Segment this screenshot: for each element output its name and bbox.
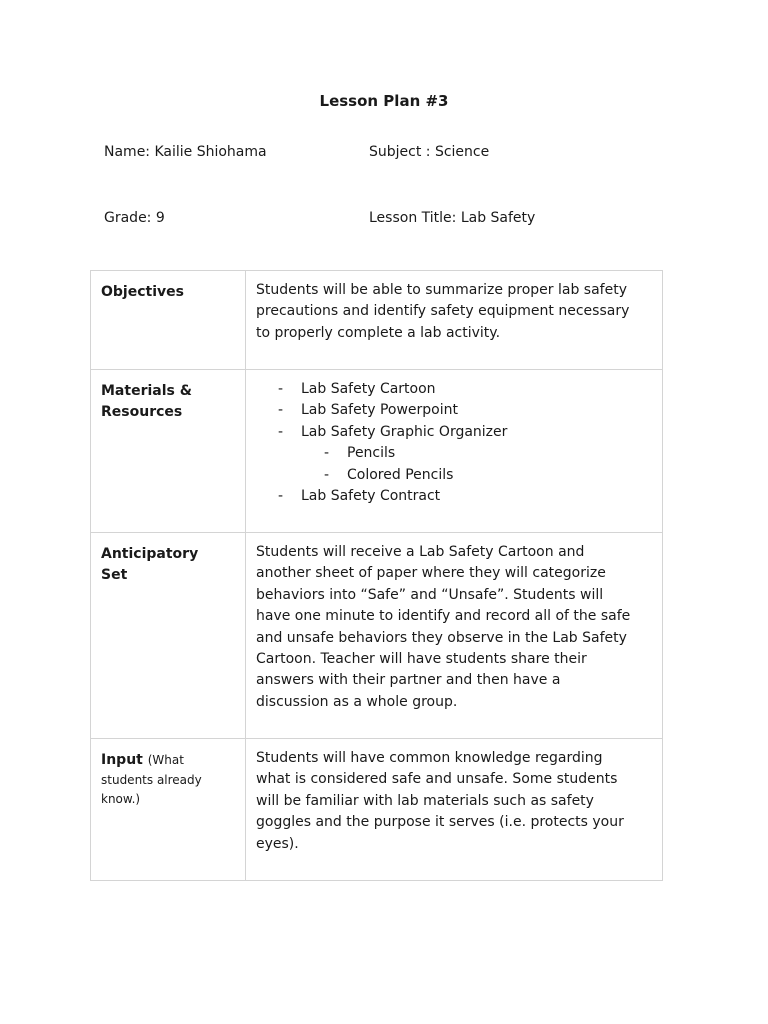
input-label: [91, 739, 246, 881]
page-title: Lesson Plan #3: [319, 92, 449, 110]
objectives-text: [246, 271, 663, 370]
item-text: Lab Safety Contract: [301, 488, 441, 505]
text-line: and unsafe behaviors they observe in the Lab Safety: [256, 629, 627, 646]
item-text: Lab Safety Graphic Organizer: [301, 423, 508, 440]
label-text: Input: [101, 752, 143, 768]
item-text: Lab Safety Cartoon: [301, 381, 436, 397]
list-item: [256, 422, 652, 443]
text-line: have one minute to identify and record all of the safe: [256, 608, 631, 625]
dash-bullet: -: [278, 423, 284, 440]
text-line: goggles and the purpose it serves (i.e. protects your: [256, 814, 624, 831]
dash-bullet: -: [324, 466, 330, 483]
text-line: will be familiar with lab materials such as safety: [256, 792, 594, 809]
list-item: [256, 379, 652, 400]
dash-bullet: -: [278, 402, 284, 419]
objectives-label: Objectives: [91, 271, 246, 370]
label-line: Resources: [101, 404, 183, 421]
text-line: what is considered safe and unsafe. Some students: [256, 771, 618, 788]
row-objectives: [91, 271, 663, 370]
label-note: (What: [147, 753, 184, 767]
text-line: Students will be able to summarize proper lab safety: [256, 282, 627, 298]
text-line: discussion as a whole group.: [256, 693, 458, 710]
item-text: Lab Safety Powerpoint: [301, 402, 458, 419]
text-line: another sheet of paper where they will categorize: [256, 565, 606, 582]
label-note: know.): [101, 792, 141, 807]
item-text: Colored Pencils: [347, 466, 454, 483]
list-subitem: [256, 465, 652, 486]
text-line: behaviors into “Safe” and “Unsafe”. Students will: [256, 586, 604, 603]
teacher-name: Name: Kailie Shiohama: [104, 144, 267, 160]
subject: Subject : Science: [369, 144, 490, 160]
label-note: students already: [101, 773, 202, 788]
lesson-title: Lesson Title: Lab Safety: [369, 210, 536, 226]
list-subitem: [256, 443, 652, 464]
list-item: [256, 400, 652, 421]
label-line: Anticipatory: [101, 546, 199, 562]
dash-bullet: -: [324, 445, 330, 462]
row-materials: [91, 370, 663, 533]
dash-bullet: -: [278, 488, 284, 505]
materials-list: [246, 370, 663, 533]
grade: Grade: 9: [104, 210, 165, 226]
row-anticipatory-set: [91, 533, 663, 739]
text-line: to properly complete a lab activity.: [256, 324, 501, 341]
text-line: Students will receive a Lab Safety Cartoon and: [256, 544, 585, 560]
dash-bullet: -: [278, 381, 284, 397]
label-line: Set: [101, 567, 128, 584]
text-line: eyes).: [256, 835, 299, 852]
lesson-plan-table: [90, 270, 663, 881]
input-text: [246, 739, 663, 881]
text-line: Cartoon. Teacher will have students share their: [256, 651, 587, 668]
label-line: Materials &: [101, 383, 192, 399]
row-input: [91, 739, 663, 881]
list-item: [256, 486, 652, 507]
text-line: precautions and identify safety equipment necessary: [256, 303, 630, 320]
text-line: answers with their partner and then have a: [256, 672, 561, 689]
materials-label: [91, 370, 246, 533]
anticipatory-text: [246, 533, 663, 739]
anticipatory-label: [91, 533, 246, 739]
item-text: Pencils: [347, 445, 396, 462]
text-line: Students will have common knowledge regarding: [256, 750, 603, 766]
